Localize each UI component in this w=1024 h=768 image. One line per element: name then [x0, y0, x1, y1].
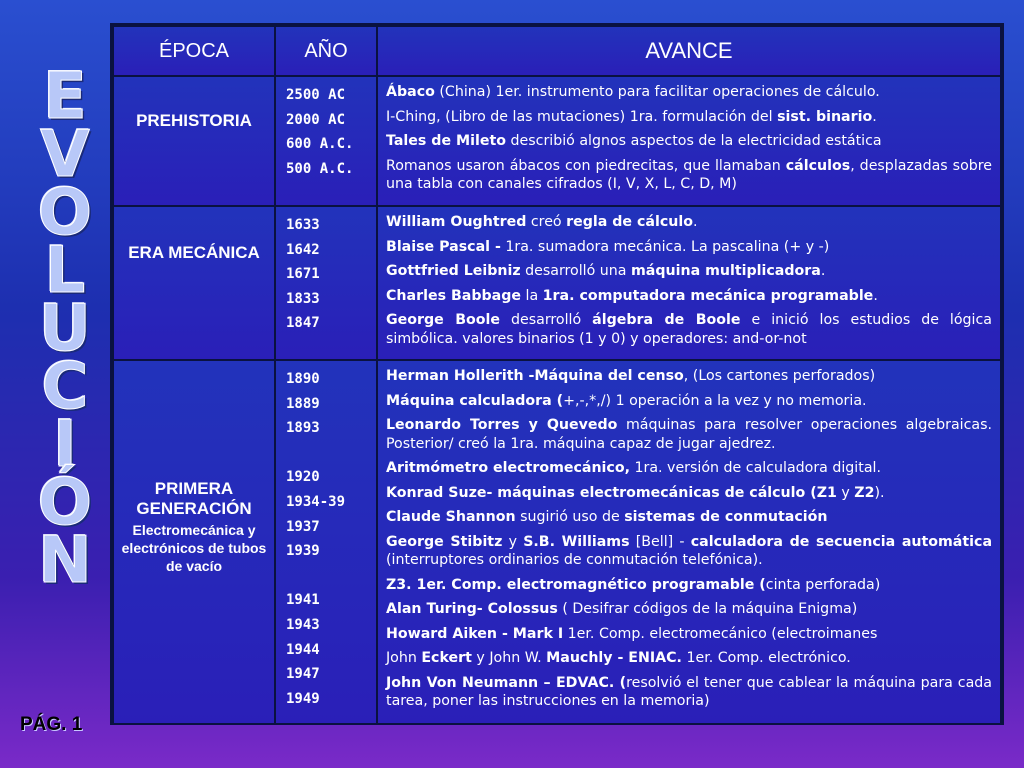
advance-item: Ábaco (China) 1er. instrumento para facilitar operaciones de cálculo. [386, 84, 880, 100]
year-item: 1890 [286, 371, 320, 387]
advance-item: Tales de Mileto describió algnos aspectos de la electricidad estática [386, 133, 882, 149]
epoca-label: ERA MECÁNICA [128, 243, 260, 262]
header-avance: AVANCE [378, 27, 1000, 75]
header-anio: AÑO [276, 27, 376, 75]
epoca-label: PRIMERA GENERACIÓN [136, 479, 252, 518]
advances-cell [378, 77, 1000, 205]
year-item: 600 A.C. [286, 136, 354, 153]
side-title-letter: O [37, 176, 93, 250]
year-item: 2000 AC [286, 111, 346, 128]
advance-item: Herman Hollerith -Máquina del censo, (Los cartones perforados) [386, 368, 876, 384]
side-title-letter: E [43, 60, 87, 134]
year-item [286, 441, 376, 466]
year-item: 1943 [286, 616, 320, 633]
epoca-cell [114, 207, 274, 359]
epoca-label: PREHISTORIA [136, 111, 252, 130]
table-row [114, 361, 1000, 723]
advance-item: William Oughtred creó regla de cálculo. [386, 214, 698, 230]
side-title-letter: I [53, 408, 77, 482]
advance-item: John Eckert y John W. Mauchly - ENIAC. 1er. Comp. electrónico. [386, 650, 851, 666]
years-cell [276, 361, 376, 723]
year-item: 1642 [286, 241, 320, 258]
advance-item: Leonardo Torres y Quevedo máquinas para resolver operaciones algebraicas. Posterior/ creó la 1ra. máquina capaz de jugar ajedrez. [386, 417, 992, 452]
year-item: 1939 [286, 543, 320, 560]
advance-item: Konrad Suze- máquinas electromecánicas de cálculo (Z1 y Z2). [386, 484, 885, 501]
side-title-letter: C [41, 350, 89, 424]
table-header-row [114, 27, 1000, 75]
advance-item: John Von Neumann – EDVAC. (resolvió el tener que cablear la máquina para cada tarea, poner las instrucciones en la memoria) [386, 674, 992, 709]
advance-item: Gottfried Leibniz desarrolló una máquina multiplicadora. [386, 263, 826, 279]
advance-item: Howard Aiken - Mark I 1er. Comp. electromecánico (electroimanes [386, 625, 878, 642]
year-item: 1944 [286, 641, 320, 658]
header-epoca: ÉPOCA [114, 27, 274, 75]
advance-item: Máquina calculadora (+,-,*,/) 1 operación a la vez y no memoria. [386, 392, 867, 409]
years-cell [276, 207, 376, 359]
side-title-letter: V [40, 118, 90, 192]
table-row [114, 77, 1000, 205]
advance-item: Blaise Pascal - 1ra. sumadora mecánica. La pascalina (+ y -) [386, 238, 830, 255]
advance-item: George Boole desarrolló álgebra de Boole e inició los estudios de lógica simbólica. valores binarios (1 y 0) y operadores: and-or-not [386, 312, 992, 347]
table-row [114, 207, 1000, 359]
year-item: 1893 [286, 420, 320, 437]
advance-item: I-Ching, (Libro de las mutaciones) 1ra. formulación del sist. binario. [386, 108, 877, 125]
epoca-sublabel: Electromecánica y electrónicos de tubos de vacío [121, 522, 267, 574]
advance-item: Romanos usaron ábacos con piedrecitas, que llamaban cálculos, desplazadas sobre una tabla con canales cifrados (I, V, X, L, C, D, M) [386, 157, 993, 192]
year-item: 1847 [286, 315, 320, 332]
side-title-letter: L [44, 234, 86, 308]
side-title-letter: Ó [37, 466, 93, 540]
advance-item: Aritmómetro electromecánico, 1ra. versión de calculadora digital. [386, 460, 881, 476]
advance-item: Alan Turing- Colossus ( Desifrar códigos de la máquina Enigma) [386, 601, 858, 617]
year-item: 1937 [286, 518, 320, 535]
evolution-table [110, 23, 1004, 725]
years-cell [276, 77, 376, 205]
year-item: 1671 [286, 266, 320, 283]
advance-item: Charles Babbage la 1ra. computadora mecánica programable. [386, 287, 878, 304]
epoca-cell [114, 77, 274, 205]
year-item: 1934-39 [286, 493, 346, 510]
side-title-letter: N [38, 524, 92, 598]
side-title [20, 60, 110, 598]
year-item: 1833 [286, 290, 320, 307]
year-item: 1889 [286, 395, 320, 412]
advance-item: Claude Shannon sugirió uso de sistemas de conmutación [386, 509, 828, 525]
side-title-letter: U [39, 292, 91, 366]
advances-cell [378, 361, 1000, 723]
year-item: 1947 [286, 666, 320, 683]
advance-item: Z3. 1er. Comp. electromagnético programable (cinta perforada) [386, 576, 881, 593]
page-label: PÁG. 1 [20, 714, 83, 735]
year-item: 2500 AC [286, 87, 346, 103]
advance-item: George Stibitz y S.B. Williams [Bell] - calculadora de secuencia automática (interruptores ordinarios de conmutación telefónica). [386, 533, 993, 568]
year-item [286, 564, 376, 589]
year-item: 500 A.C. [286, 160, 354, 177]
year-item: 1941 [286, 592, 320, 609]
year-item: 1920 [286, 469, 320, 486]
year-item: 1633 [286, 217, 320, 233]
year-item: 1949 [286, 690, 320, 707]
epoca-cell [114, 361, 274, 723]
advances-cell [378, 207, 1000, 359]
